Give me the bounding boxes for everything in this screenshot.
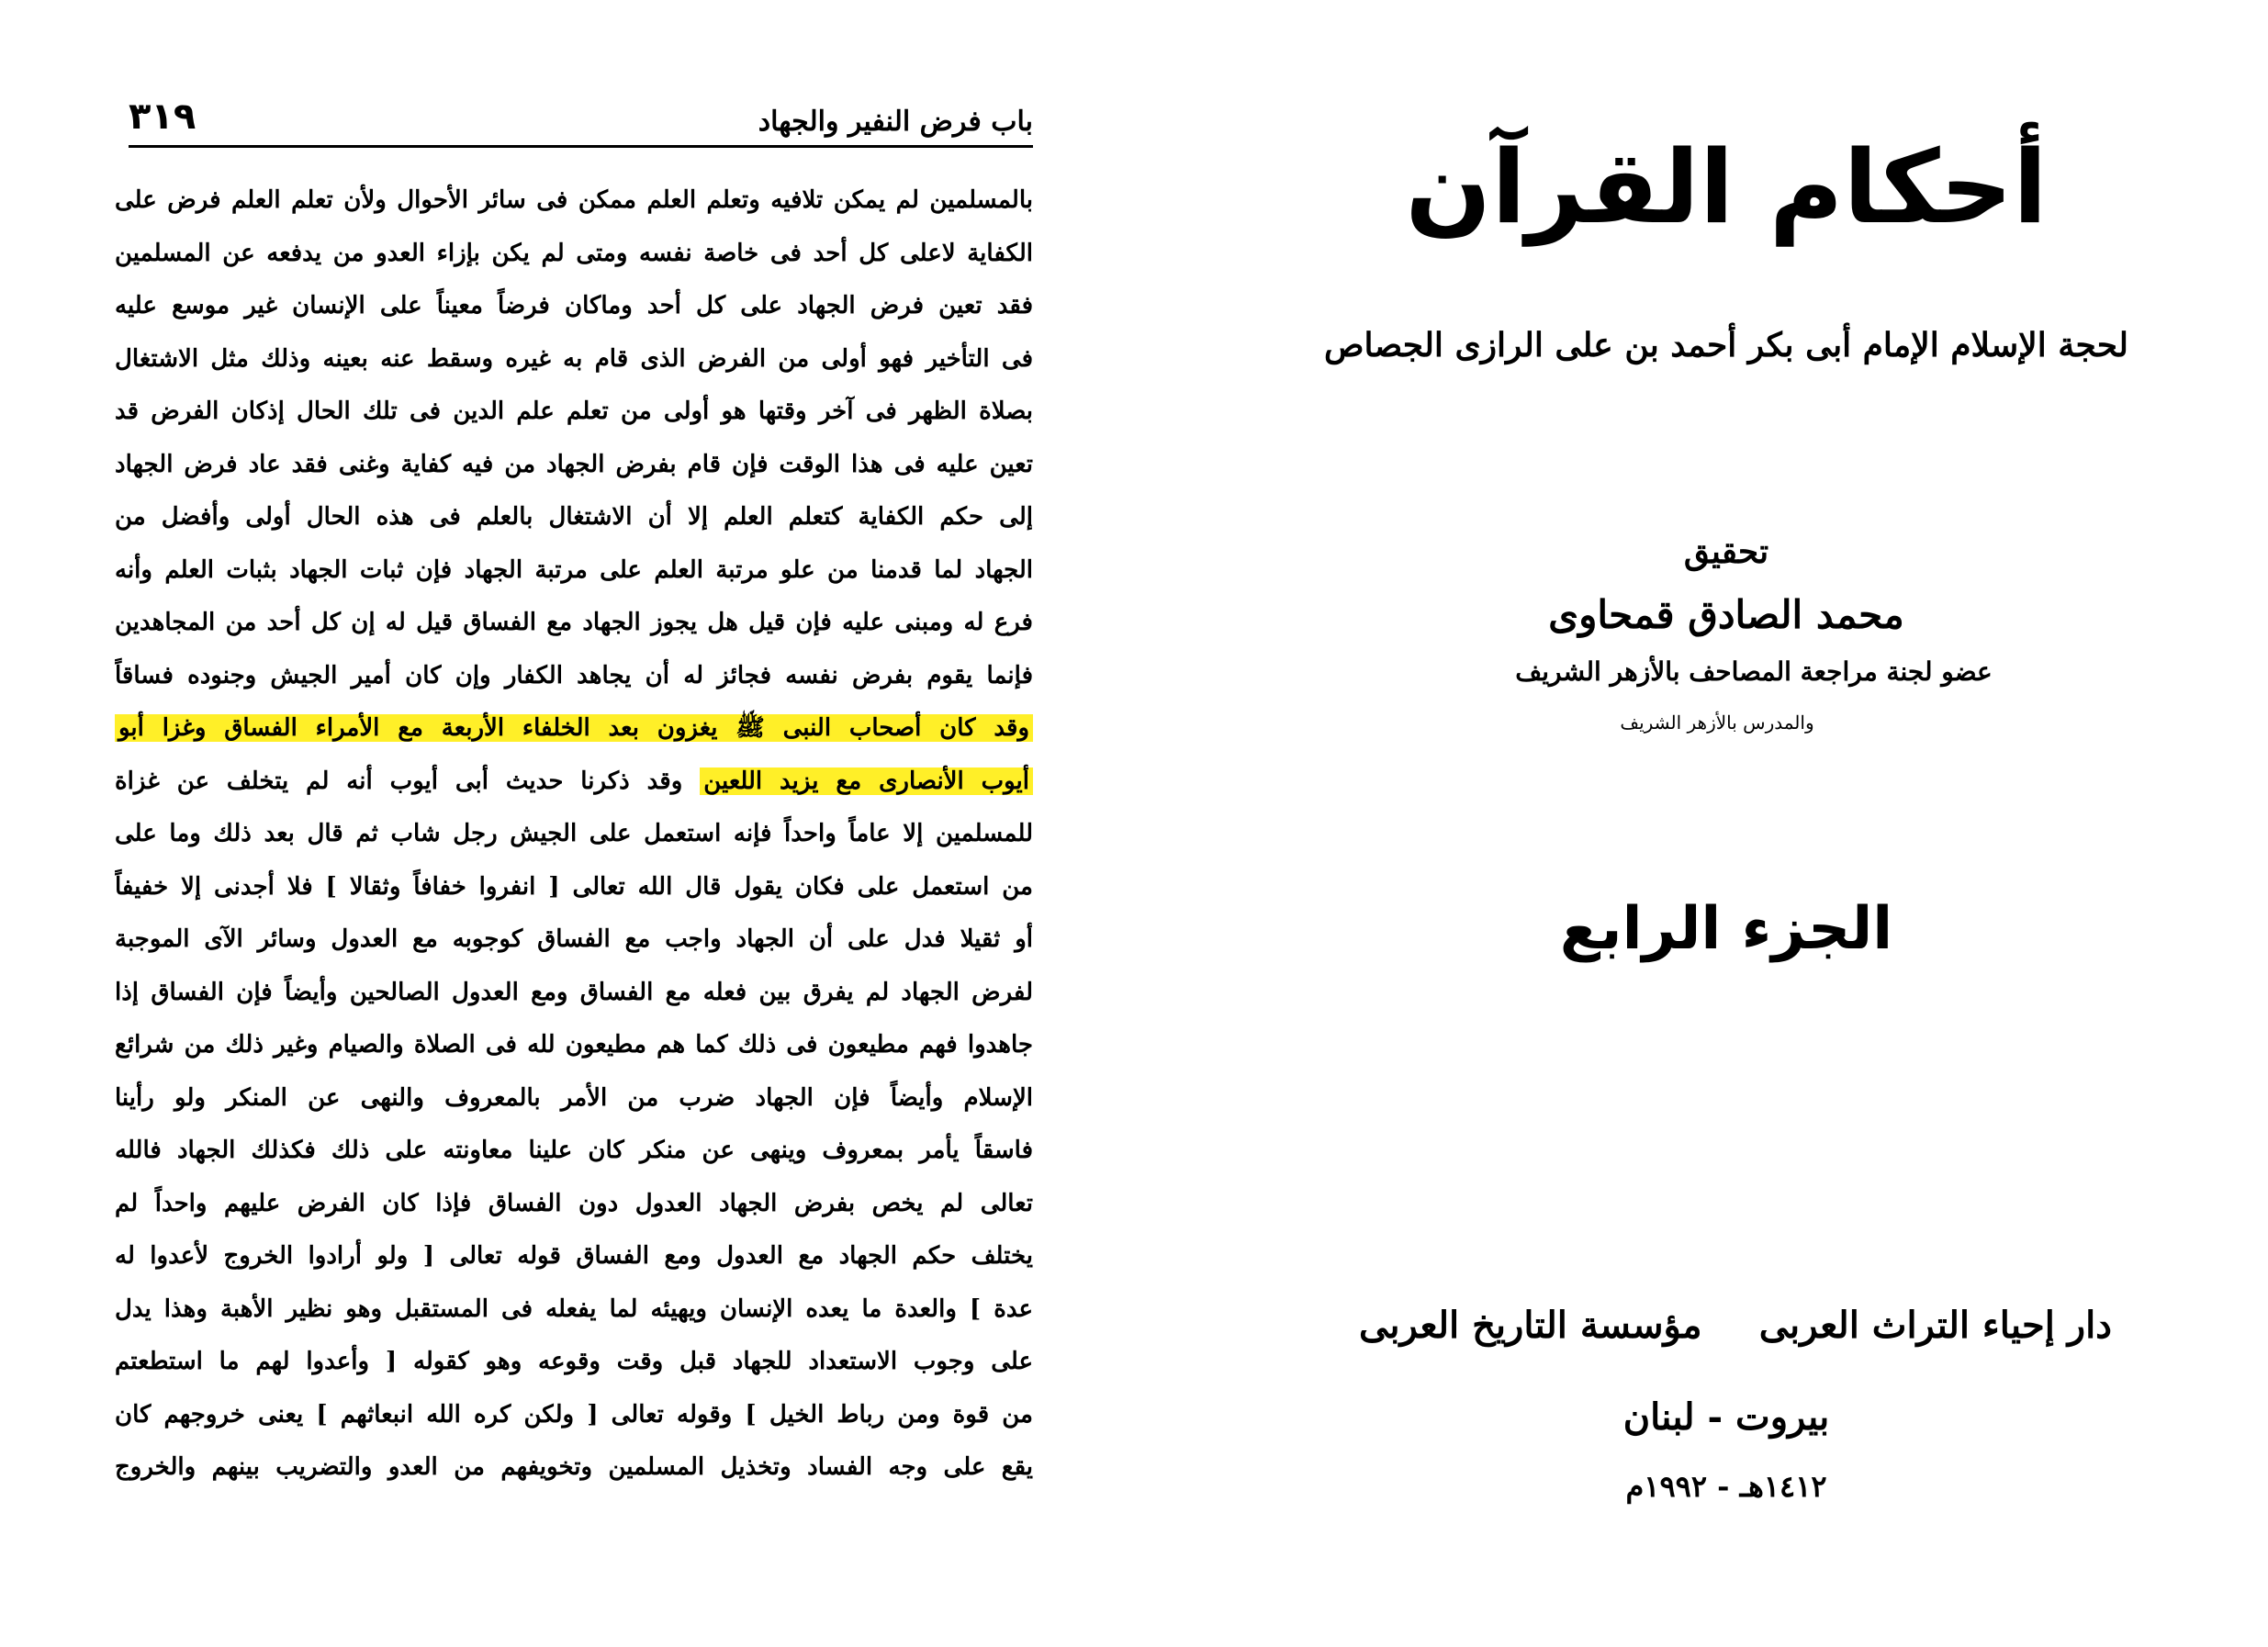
text-line: على وجوب الاستعداد للجهاد قبل وقت وقوعه وهو كقوله [ وأعدوا لهم ما استطعتم <box>115 1348 1033 1375</box>
editor-role: عضو لجنة مراجعة المصاحف بالأزهر الشريف <box>1515 656 1993 687</box>
text-line: إلى حكم الكفاية كتعلم العلم إلا أن الاشتغال بالعلم فى هذه الحال أولى وأفضل من <box>115 503 1033 531</box>
editor-name: محمد الصادق قمحاوى <box>1548 592 1904 637</box>
text-line: فاسقاً يأمر بمعروف وينهى عن منكر كان علينا معاونته على ذلك فكذلك الجهاد فالله <box>115 1137 1033 1164</box>
publisher-city: بيروت - لبنان <box>1622 1395 1830 1439</box>
title-page <box>1304 0 2149 1647</box>
highlighted-line[interactable] <box>115 756 1033 809</box>
publishers <box>1359 1304 2112 1347</box>
text-line: بصلاة الظهر فى آخر وقتها هو أولى من تعلم علم الدين فى تلك الحال إذكان الفرض قد <box>115 398 1033 425</box>
text-line: أو ثقيلا فدل على أن الجهاد واجب مع الفساق كوجوبه مع العدول وسائر الآى الموجبة <box>115 925 1033 953</box>
text-line: عدة ] والعدة ما يعده الإنسان ويهيئه لما يفعله فى المستقبل وهو نظير الأهبة وهذا يدل <box>115 1294 1033 1323</box>
publisher-1: دار إحياء التراث العربى <box>1758 1304 2112 1347</box>
text-line: فإنما يقوم بفرض نفسه فجائز له أن يجاهد الكفار وإن كان أمير الجيش وجنوده فساقاً <box>115 661 1033 689</box>
text-line: للمسلمين إلا عاماً واحداً فإنه استعمل على الجيش رجل شاب ثم قال بعد ذلك وما على <box>115 820 1033 847</box>
text-line: يختلف حكم الجهاد مع العدول ومع الفساق قوله تعالى [ ولو أرادوا الخروج لأعدوا له <box>115 1242 1033 1270</box>
text-line: فقد تعين فرض الجهاد على كل أحد وماكان فرضاً معيناً على الإنسان غير موسع عليه <box>115 292 1033 319</box>
text-line: تعالى لم يخص بفرض الجهاد العدول دون الفساق فإذا كان الفرض عليهم واحداً لم <box>115 1189 1033 1217</box>
text-line: يقع على وجه الفساد وتخذيل المسلمين وتخويفهم من العدو والتضريب بينهم والخروج <box>115 1453 1033 1481</box>
text-line: من استعمل على فكان يقول قال الله تعالى [ انفروا خفافاً وثقالا ] فلا أجدنى إلا خفيفاً <box>115 872 1033 901</box>
text-line: فرع له ومبنى عليه فإن قيل هل يجوز الجهاد مع الفساق قيل له إن كل أحد من المجاهدين <box>115 609 1033 636</box>
text-line: لفرض الجهاد لم يفرق بين فعله مع الفساق ومع العدول الصالحين وأيضاً فإن الفساق إذا <box>115 978 1033 1006</box>
text-line: جاهدوا فهم مطيعون فى ذلك كما هم مطيعون لله فى الصلاة والصيام وغير ذلك من شرائع <box>115 1031 1033 1059</box>
text-line: من قوة ومن رباط الخيل ] وقوله تعالى [ ولكن كره الله انبعاثهم ] يعنى خروجهم كان <box>115 1400 1033 1429</box>
highlight-span[interactable]: أيوب الأنصارى مع يزيد اللعين <box>700 767 1033 795</box>
chapter-title: باب فرض النفير والجهاد <box>758 106 1033 138</box>
text-line: الكفاية لاعلى كل أحد فى خاصة نفسه ومتى لم يكن بإزاء العدو من يدفعه عن المسلمين <box>115 239 1033 267</box>
editor-role-secondary: والمدرس بالأزهر الشريف <box>1620 711 1814 734</box>
running-head <box>129 83 1033 148</box>
publication-year: ١٤١٢هـ - ١٩٩٢م <box>1625 1469 1827 1504</box>
text-line: بالمسلمين لم يمكن تلافيه وتعلم العلم ممكن فى سائر الأحوال ولأن تعلم العلم فرض على <box>115 186 1033 214</box>
volume-label: الجزء الرابع <box>1559 895 1893 963</box>
text-page <box>0 0 1065 1647</box>
page-number: ٣١٩ <box>129 95 196 138</box>
text-line: الإسلام وأيضاً فإن الجهاد ضرب من الأمر بالمعروف والنهى عن المنكر ولو رأينا <box>115 1083 1033 1112</box>
publisher-2: مؤسسة التاريخ العربى <box>1359 1304 1702 1347</box>
author-line: لحجة الإسلام الإمام أبى بكر أحمد بن على الرازى الجصاص <box>1324 326 2128 364</box>
text-fragment: وقد ذكرنا حديث أبى أيوب أنه لم يتخلف عن غزاة <box>115 767 683 795</box>
text-line: تعين عليه فى هذا الوقت فإن قام بفرض الجهاد من فيه كفاية وغنى فقد عاد فرض الجهاد <box>115 450 1033 478</box>
tahqiq-label: تحقيق <box>1683 532 1769 571</box>
text-line: فى التأخير فهو أولى من الفرض الذى قام به غيره وسقط عنه بعينه وذلك مثل الاشتغال <box>115 344 1033 373</box>
body-text <box>115 174 1033 1495</box>
highlighted-line[interactable] <box>115 702 1033 756</box>
book-title: أحكام القرآن <box>1405 129 2048 246</box>
highlight-span[interactable]: وقد كان أصحاب النبى ﷺ يغزون بعد الخلفاء الأربعة مع الأمراء الفساق وغزا أبو <box>115 714 1033 742</box>
text-line: الجهاد لما قدمنا من علو مرتبة العلم على مرتبة الجهاد فإن ثبات الجهاد بثبات العلم وأنه <box>115 555 1033 584</box>
